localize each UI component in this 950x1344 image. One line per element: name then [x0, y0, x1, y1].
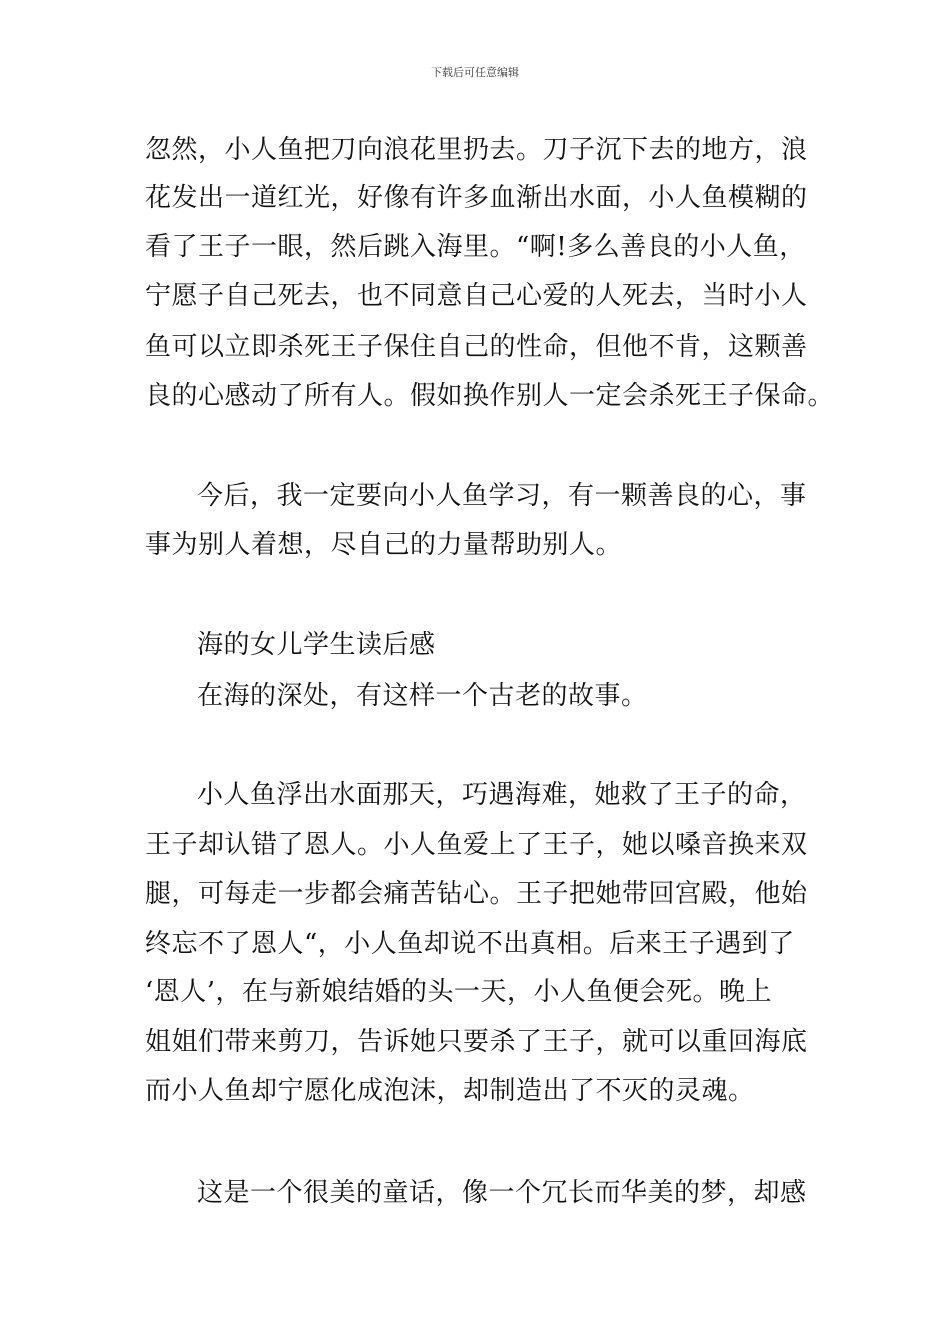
- text-line: 看了王子一眼，然后跳入海里。“啊!多么善良的小人鱼，: [145, 232, 806, 262]
- text-line: 腿，可每走一步都会痛苦钻心。王子把她带回宫殿，他始: [145, 879, 808, 909]
- text-line: 小人鱼浮出水面那天，巧遇海难，她救了王子的命，: [197, 780, 807, 810]
- text-line: 姐姐们带来剪刀，告诉她只要杀了王子，就可以重回海底: [145, 1027, 808, 1057]
- text-line: 忽然，小人鱼把刀向浪花里扔去。刀子沉下去的地方，浪: [145, 135, 808, 165]
- page-header: 下载后可任意编辑: [431, 66, 519, 79]
- text-line: 在海的深处，有这样一个古老的故事。: [197, 681, 648, 711]
- text-line: 而小人鱼却宁愿化成泡沫，却制造出了不灭的灵魂。: [145, 1076, 755, 1106]
- text-line: 花发出一道红光，好像有许多血渐出水面，小人鱼模糊的: [145, 183, 808, 213]
- text-line: 鱼可以立即杀死王子保住自己的性命，但他不肯，这颗善: [145, 332, 808, 362]
- text-line: 今后，我一定要向小人鱼学习，有一颗善良的心，事: [197, 481, 807, 511]
- text-line: 宁愿子自己死去，也不同意自己心爱的人死去，当时小人: [145, 281, 808, 311]
- text-line: 事为别人着想，尽自己的力量帮助别人。: [145, 530, 623, 560]
- text-line: 终忘不了恩人“，小人鱼却说不出真相。后来王子遇到了: [145, 929, 795, 959]
- text-line: 良的心感动了所有人。假如换作别人一定会杀死王子保命。: [145, 381, 835, 411]
- section-title: 海的女儿学生读后感: [197, 630, 436, 660]
- text-line: 这是一个很美的童话，像一个冗长而华美的梦，却感: [197, 1178, 807, 1208]
- text-line: ‘恩人’，在与新娘结婚的头一天，小人鱼便会死。晚上: [145, 977, 773, 1007]
- text-line: 王子却认错了恩人。小人鱼爱上了王子，她以嗓音换来双: [145, 830, 808, 860]
